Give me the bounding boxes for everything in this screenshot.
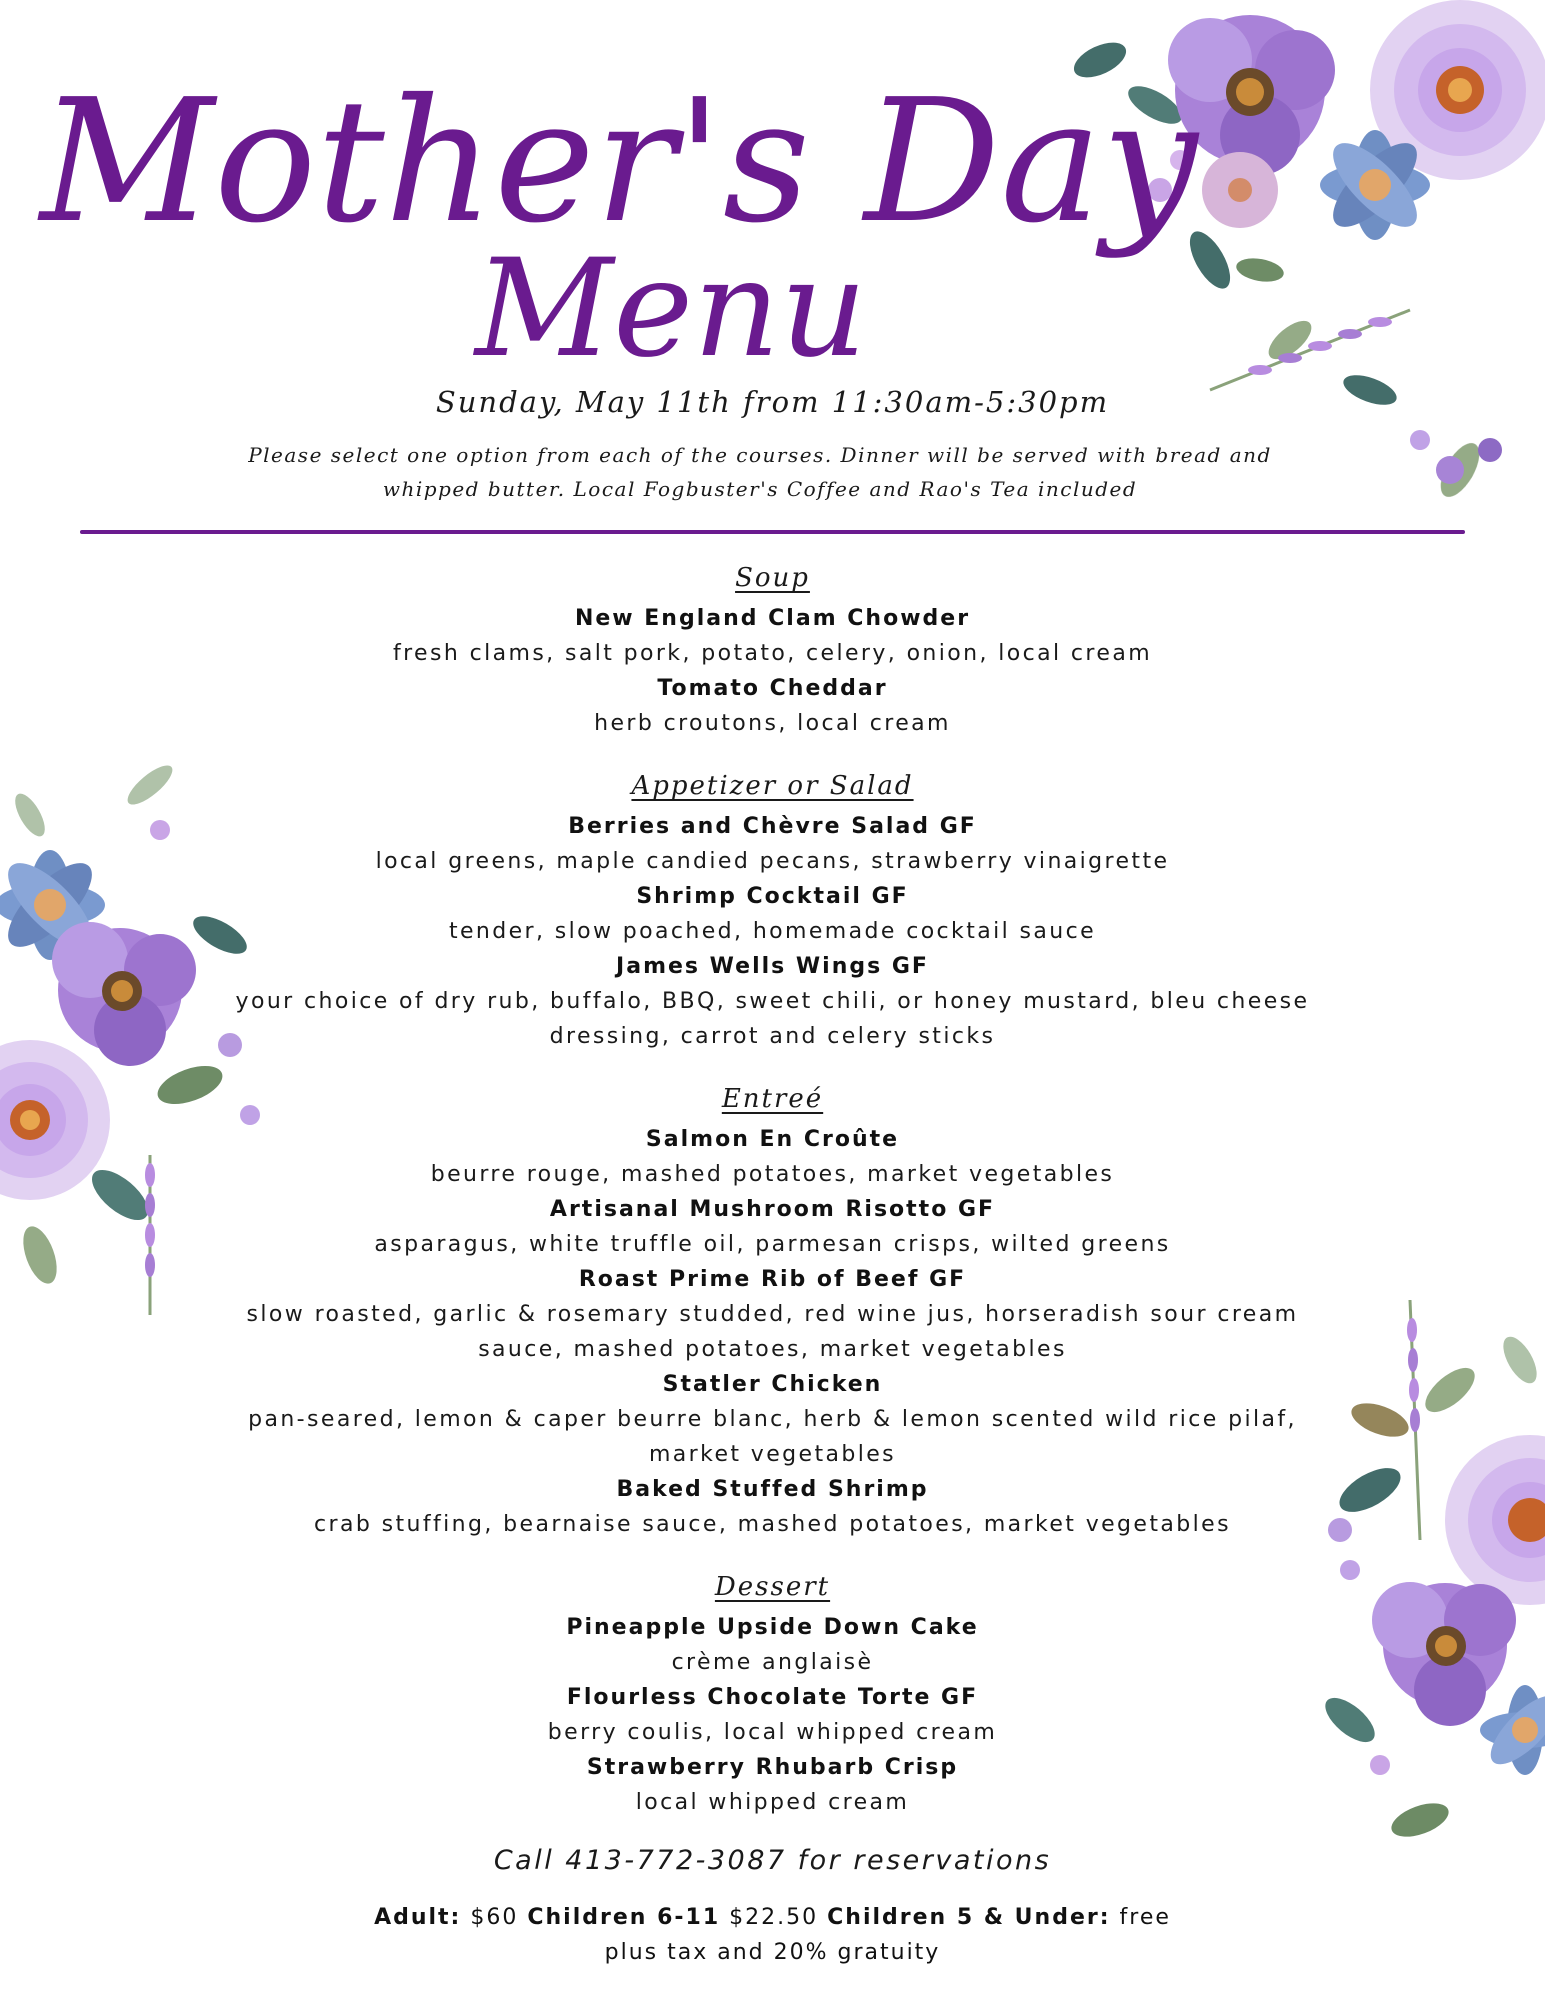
event-date: Sunday, May 11th from 11:30am-5:30pm: [435, 385, 1110, 419]
menu-item-name: Strawberry Rhubarb Crisp: [586, 1755, 959, 1780]
menu-item-name: Baked Stuffed Shrimp: [616, 1477, 929, 1502]
menu-item-desc: crab stuffing, bearnaise sauce, mashed potatoes, market vegetables: [314, 1512, 1231, 1537]
menu-item-name: New England Clam Chowder: [574, 606, 971, 631]
section-title: Dessert: [714, 1572, 831, 1602]
adult-price: $60: [470, 1905, 519, 1930]
menu-item-name: Roast Prime Rib of Beef GF: [578, 1267, 967, 1292]
child-label: Children 6-11: [527, 1905, 721, 1930]
menu-item-desc: crème anglaisè: [671, 1650, 874, 1675]
reservation-phone: Call 413-772-3087 for reservations: [493, 1845, 1052, 1876]
small-child-label: Children 5 & Under:: [827, 1905, 1111, 1930]
menu-item-name: Tomato Cheddar: [657, 676, 888, 701]
child-price: $22.50: [729, 1905, 819, 1930]
section-entree: [0, 1076, 1545, 1542]
menu-item-name: Statler Chicken: [662, 1372, 883, 1397]
section-appetizer: [0, 763, 1545, 1054]
intro-note: Please select one option from each of the courses. Dinner will be served with bread and whipped butter. Local Fogbuster's Coffee and Rao's Tea included: [248, 443, 1272, 501]
menu-item-name: Artisanal Mushroom Risotto GF: [549, 1197, 996, 1222]
divider-line: [80, 530, 1465, 534]
lavender-sprig: [1210, 310, 1410, 390]
pricing-info: [0, 1900, 1545, 1970]
section-soup: [0, 555, 1545, 741]
menu-body: [0, 555, 1545, 1842]
menu-item-desc: fresh clams, salt pork, potato, celery, onion, local cream: [392, 641, 1153, 666]
menu-item-desc: local whipped cream: [635, 1790, 910, 1815]
menu-item-desc: your choice of dry rub, buffalo, BBQ, sweet chili, or honey mustard, bleu cheese dressing, carrot and celery sticks: [235, 989, 1310, 1049]
menu-item-desc: tender, slow poached, homemade cocktail sauce: [448, 919, 1097, 944]
title-line-2: Menu: [475, 230, 868, 387]
menu-item-desc: local greens, maple candied pecans, strawberry vinaigrette: [375, 849, 1170, 874]
flower-blue: [1320, 130, 1430, 240]
title-line-1: Mother's Day: [40, 63, 1198, 261]
menu-item-desc: slow roasted, garlic & rosemary studded, red wine jus, horseradish sour cream sauce, mashed potatoes, market vegetables: [246, 1302, 1299, 1362]
menu-item-desc: herb croutons, local cream: [594, 711, 951, 736]
menu-item-name: Berries and Chèvre Salad GF: [568, 814, 977, 839]
menu-title: [30, 20, 1198, 387]
menu-item-desc: asparagus, white truffle oil, parmesan crisps, wilted greens: [374, 1232, 1171, 1257]
menu-item-desc: berry coulis, local whipped cream: [547, 1720, 998, 1745]
small-child-price: free: [1119, 1905, 1171, 1930]
menu-item-name: Flourless Chocolate Torte GF: [566, 1685, 979, 1710]
section-dessert: [0, 1564, 1545, 1820]
price-line: [0, 1900, 1545, 1935]
menu-item-desc: pan-seared, lemon & caper beurre blanc, herb & lemon scented wild rice pilaf, market vegetables: [248, 1407, 1297, 1467]
menu-item-name: Pineapple Upside Down Cake: [566, 1615, 979, 1640]
section-title: Entreé: [721, 1084, 824, 1114]
menu-item-name: Shrimp Cocktail GF: [636, 884, 909, 909]
section-title: Soup: [735, 563, 810, 593]
menu-item-name: James Wells Wings GF: [616, 954, 929, 979]
menu-item-name: Salmon En Croûte: [645, 1127, 900, 1152]
tax-note: plus tax and 20% gratuity: [604, 1940, 941, 1965]
adult-label: Adult:: [374, 1905, 462, 1930]
menu-item-desc: beurre rouge, mashed potatoes, market vegetables: [430, 1162, 1115, 1187]
section-title: Appetizer or Salad: [631, 771, 914, 801]
